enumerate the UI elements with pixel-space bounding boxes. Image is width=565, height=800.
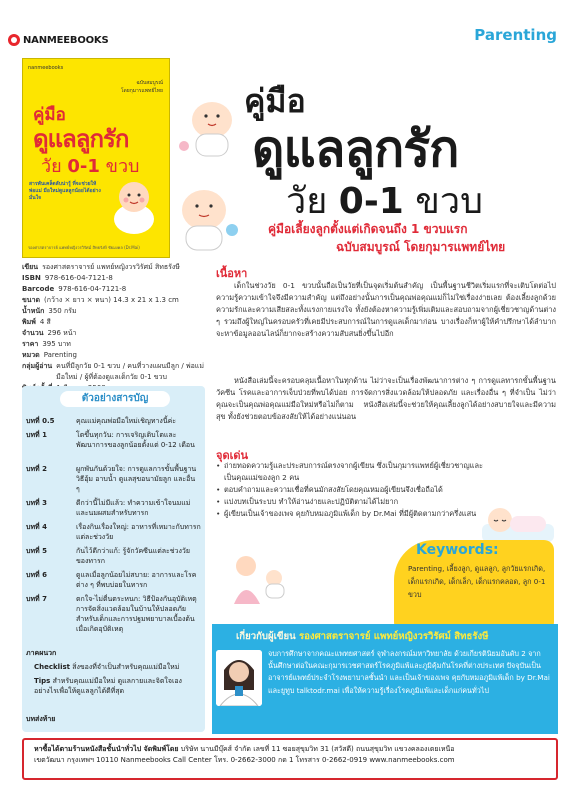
keywords-box (394, 540, 554, 632)
author-heading-prefix: เกี่ยวกับผู้เขียน (236, 631, 299, 642)
logo-icon (8, 34, 20, 46)
subtitle-line1: คู่มือเลี้ยงลูกตั้งแต่เกิดจนถึง 1 ขวบแรก (268, 222, 468, 236)
highlights-list (216, 460, 486, 520)
brand-name: NANMEEBOOKS (23, 34, 109, 46)
detail-key: หมวด (22, 351, 40, 359)
detail-key: เขียน (22, 263, 39, 271)
toc-chapter (26, 430, 201, 450)
chapter-number: บทที่ 3 (26, 499, 47, 507)
book-details (22, 262, 207, 394)
detail-key: ขนาด (22, 296, 41, 304)
cover-publisher: nanmeebooks (28, 65, 64, 71)
book-cover (22, 58, 170, 258)
chapter-title: ดีกว่านี้ไม่มีแล้ว: ทำความเข้าใจนมแม่และนมผสมสำหรับทารก (76, 499, 191, 517)
babies-illustration-icon (166, 60, 246, 260)
author-photo (216, 650, 262, 706)
highlight-item: • ถ่ายทอดความรู้และประสบการณ์ตรงจากผู้เขียน ซึ่งเป็นกุมารแพทย์ผู้เชี่ยวชาญและเป็นคุณแม่ของลูก 2 คน (216, 460, 486, 484)
toc-appendix-item (34, 662, 202, 672)
mother-baby-icon (216, 548, 306, 606)
cover-age-num: 0-1 (67, 156, 100, 177)
detail-value: 978-616-04-7121-8 (44, 274, 113, 282)
highlight-item: • แบ่งบทเป็นระบบ ทำให้อ่านง่ายและปฏิบัติตามได้ไม่ยาก (216, 496, 486, 508)
cover-age-prefix: วัย (41, 156, 68, 177)
detail-key: Barcode (22, 285, 55, 293)
footer-box (22, 738, 558, 780)
appendix-item-text: สำหรับคุณแม่มือใหม่ ดูแลกายและจิตใจเองอย่างไรเพื่อให้ดูแลลูกได้ดีที่สุด (34, 677, 182, 695)
cover-title-1: คู่มือ (33, 105, 66, 125)
appendix-item-name: Checklist (34, 663, 70, 671)
cover-title-2: ดูแลลูกรัก (33, 125, 129, 153)
chapter-title: ตกใจ-ไม่ตื่นตระหนก: วิธีป้องกันอุบัติเหตุ การจัดสิ่งแวดล้อมในบ้านให้ปลอดภัยสำหรับเด็กและการปฐมพยาบาลเบื้องต้นเมื่อเกิดอุบัติเหตุ (76, 595, 197, 633)
subtitle-line2: ฉบับสมบูรณ์ โดยกุมารแพทย์ไทย (336, 240, 506, 254)
publisher-logo (8, 34, 108, 46)
detail-row (22, 317, 207, 328)
toc-panel (22, 386, 205, 732)
toc-heading: ตัวอย่างสารบัญ (60, 391, 170, 407)
detail-row (22, 361, 207, 383)
highlight-item: • ผู้เขียนเป็นเจ้าของเพจ คุยกับหมอภูมิแพ้เด็ก by Dr.Mai ที่มีผู้ติดตามกว่าครึ่งแสน (216, 508, 486, 520)
chapter-number: บทที่ 1 (26, 431, 47, 439)
detail-value: รองศาสตราจารย์ แพทย์หญิงวรวิรัศม์ สิทธรังษี (42, 263, 180, 271)
chapter-title: โตขึ้นทุกวัน: การเจริญเติบโตและพัฒนาการของลูกน้อยตั้งแต่ 0-12 เดือน (76, 431, 195, 449)
chapter-number: บทที่ 6 (26, 571, 47, 579)
toc-chapter (26, 416, 201, 426)
author-name: รองศาสตราจารย์ แพทย์หญิงวรวิรัศม์ สิทธรังษี (298, 631, 489, 642)
chapter-number: บทที่ 7 (26, 595, 47, 603)
title-age-suffix: ขวบ (403, 181, 483, 222)
content-paragraph-2: หนังสือเล่มนี้จะครอบคลุมเนื้อหาในทุกด้าน ไม่ว่าจะเป็นเรื่องพัฒนาการต่าง ๆ การดูแลทารกขั้นพื้นฐาน วัคซีน โรคและอาการเจ็บป่วยที่พบได้บ่อย การจัดการสิ่งแวดล้อมให้ปลอดภัย และเรื่องอื่น ๆ ที่จำเป็น ไม่ว่าคุณจะเป็นคุณพ่อคุณแม่มือใหม่หรือไม่ก็ตาม หนังสือเล่มนี้จะช่วยให้คุณเลี้ยงลูกได้อย่างสบายใจและมีความสุข ทั้งยังช่วยตอบข้อสงสัยให้ได้อย่างแน่นอน (216, 376, 556, 421)
footer-availability: หาซื้อได้ตามร้านหนังสือชั้นนำทั่วไป จัดพิมพ์โดย (34, 745, 179, 753)
detail-value: 296 หน้า (47, 329, 77, 337)
detail-row (22, 262, 207, 273)
detail-value: 395 บาท (42, 340, 71, 348)
chapter-number: บทที่ 0.5 (26, 417, 55, 425)
toc-chapter (26, 570, 201, 590)
cover-author: รองศาสตราจารย์ แพทย์หญิงวรวิรัศม์ สิทธรังษี ชัยมงคล (Dr.Mai) (28, 245, 140, 250)
toc-chapter (26, 464, 201, 494)
chapter-number: บทที่ 2 (26, 465, 47, 473)
highlight-item: • ตอบคำถามและความเชื่อที่คนมักสงสัยโดยคุณหมอผู้เขียนจึงเชื่อถือได้ (216, 484, 486, 496)
detail-key: ISBN (22, 274, 41, 282)
footer-contact: เขตวัฒนา กรุงเทพฯ 10110 Nanmeebooks Call Center โทร. 0-2662-3000 กด 1 โทรสาร 0-2662-0919 www.nanmeebooks.com (34, 756, 455, 764)
detail-key: จำนวน (22, 329, 44, 337)
toc-chapter (26, 498, 201, 518)
author-box (212, 624, 558, 734)
chapter-number: บทที่ 4 (26, 523, 47, 531)
category-label: Parenting (474, 26, 557, 44)
content-paragraph-1: เด็กในช่วงวัย 0-1 ขวบนั้นถือเป็นวัยที่เป็นจุดเริ่มต้นสำคัญ เป็นพื้นฐานชีวิตเริ่มแรกที่จะเติบโตต่อไป ความรู้ความเข้าใจจึงมีความสำคัญ แต่ถึงอย่างนั้นการเป็นคุณพ่อคุณแม่ก็ไม่ใช่เรื่องง่ายเลย ต้องเลี้ยงลูกด้วยความรักและความเสียสละทั้งแรงกายแรงใจ ทั้งยังต้องหาความรู้เพิ่มเติมและสอบถามจากผู้เชี่ยวชาญด้านต่าง ๆ รวมถึงผู้ใหญ่ในครอบครัวที่เคยมีประสบการณ์ในการดูแลเด็กมาก่อน บางเรื่องก็หาผู้ให้คำปรึกษาได้ลำบาก จะหาข้อมูลออนไลน์ก็ยากจะสร้างความสับสนยิ่งขึ้นไปอีก (216, 281, 556, 338)
toc-chapter (26, 594, 201, 634)
chapter-title: เรื่องกินเรื่องใหญ่: อาหารที่เหมาะกับทารกแต่ละช่วงวัย (76, 523, 201, 541)
content-heading: เนื้อหา (216, 267, 248, 280)
detail-value: Parenting (43, 351, 77, 359)
detail-value: 4 สี (39, 318, 51, 326)
cover-edition-line2: โดยกุมารแพทย์ไทย (120, 88, 163, 94)
chapter-title: กันไว้ดีกว่าแก้: รู้จักวัคซีนแต่ละช่วงวัยของทารก (76, 547, 190, 565)
title-guide: คู่มือ (244, 82, 306, 120)
toc-appendix-label: ภาคผนวก (26, 649, 57, 657)
detail-key: กลุ่มผู้อ่าน (22, 362, 53, 370)
detail-row (22, 306, 207, 317)
keywords-heading: Keywords: (416, 542, 499, 558)
highlights-heading: จุดเด่น (216, 449, 249, 462)
appendix-item-text: สิ่งของที่จำเป็นสำหรับคุณแม่มือใหม่ (69, 663, 180, 671)
chapter-title: คุณแม่คุณพ่อมือใหม่เชิญทางนี้ค่ะ (76, 417, 177, 425)
cover-edition (121, 79, 163, 95)
title-age-num: 0-1 (338, 181, 404, 222)
detail-value: คนที่มีลูกวัย 0-1 ขวบ / คนที่วางแผนมีลูก / พ่อแม่มือใหม่ / ผู้ที่ต้องดูแลเด็กวัย 0-1 ขวบ (56, 362, 204, 381)
detail-row (22, 339, 207, 350)
footer-publisher: บริษัท นานมีบุ๊คส์ จำกัด เลขที่ 11 ซอยสุขุมวิท 31 (สวัสดี) ถนนสุขุมวิท แขวงคลองเตยเหนือ (178, 745, 455, 753)
detail-value: (กว้าง × ยาว × หนา) 14.3 x 21 x 1.3 cm (44, 296, 179, 304)
author-heading (236, 629, 488, 644)
title-main: ดูแลลูกรัก (252, 120, 459, 178)
detail-row (22, 273, 207, 284)
detail-row (22, 284, 207, 295)
keywords-text: Parenting, เลี้ยงลูก, ดูแลลูก, ลูกวัยแรกเกิด, เด็กแรกเกิด, เด็กเล็ก, เด็กแรกคลอด, ลูก 0-1 ขวบ (408, 564, 546, 599)
chapter-number: บทที่ 5 (26, 547, 47, 555)
author-bio: จบการศึกษาจากคณะแพทยศาสตร์ จุฬาลงกรณ์มหาวิทยาลัย ด้วยเกียรตินิยมอันดับ 2 จากนั้นศึกษาต่อในคณะกุมารเวชศาสตร์โรคภูมิแพ้และภูมิคุ้มกันโรคที่ต่างประเทศ ปัจจุบันเป็นอาจารย์แพทย์ประจำโรงพยาบาลชั้นนำ และเป็นเจ้าของเพจ คุยกับหมอภูมิแพ้เด็ก by Dr.Mai และยูทูบ talktodr.mai เพื่อให้ความรู้เรื่องโรคภูมิแพ้และเด็กแก่คนทั่วไป (268, 649, 550, 695)
detail-key: ราคา (22, 340, 39, 348)
baby-illustration-icon (105, 175, 163, 237)
toc-chapter (26, 546, 201, 566)
toc-chapter (26, 522, 201, 542)
chapter-title: ดูแลเมื่อลูกน้อยไม่สบาย: อาการและโรคต่าง ๆ ที่พบบ่อยในทารก (76, 571, 197, 589)
detail-key: น้ำหนัก (22, 307, 45, 315)
detail-key: พิมพ์ (22, 318, 36, 326)
title-age-prefix: วัย (286, 181, 339, 222)
cover-tagline: สารพันเคล็ดลับน่ารู้ ที่จะช่วยให้พ่อแม่ มือใหม่ดูแลลูกน้อยได้อย่างมั่นใจ (29, 181, 101, 201)
detail-value: 350 กรัม (48, 307, 77, 315)
cover-age-suffix: ขวบ (99, 156, 140, 177)
detail-row (22, 350, 207, 361)
toc-epilogue: บทส่งท้าย (26, 715, 56, 723)
detail-row (22, 328, 207, 339)
cover-edition-line1: ฉบับสมบูรณ์ (136, 80, 163, 86)
chapter-title: ผูกพันกันด้วยใจ: การดูแลการขั้นพื้นฐาน วิธีอุ้ม อาบน้ำ ดูแลสุขอนามัยลูก และอื่น ๆ (76, 465, 197, 493)
appendix-item-name: Tips (34, 677, 51, 685)
sleeping-baby-icon (478, 498, 558, 546)
detail-row (22, 295, 207, 306)
detail-value: 978-616-04-7121-8 (58, 285, 127, 293)
footer-text (34, 744, 554, 766)
toc-appendix-item (34, 676, 202, 696)
